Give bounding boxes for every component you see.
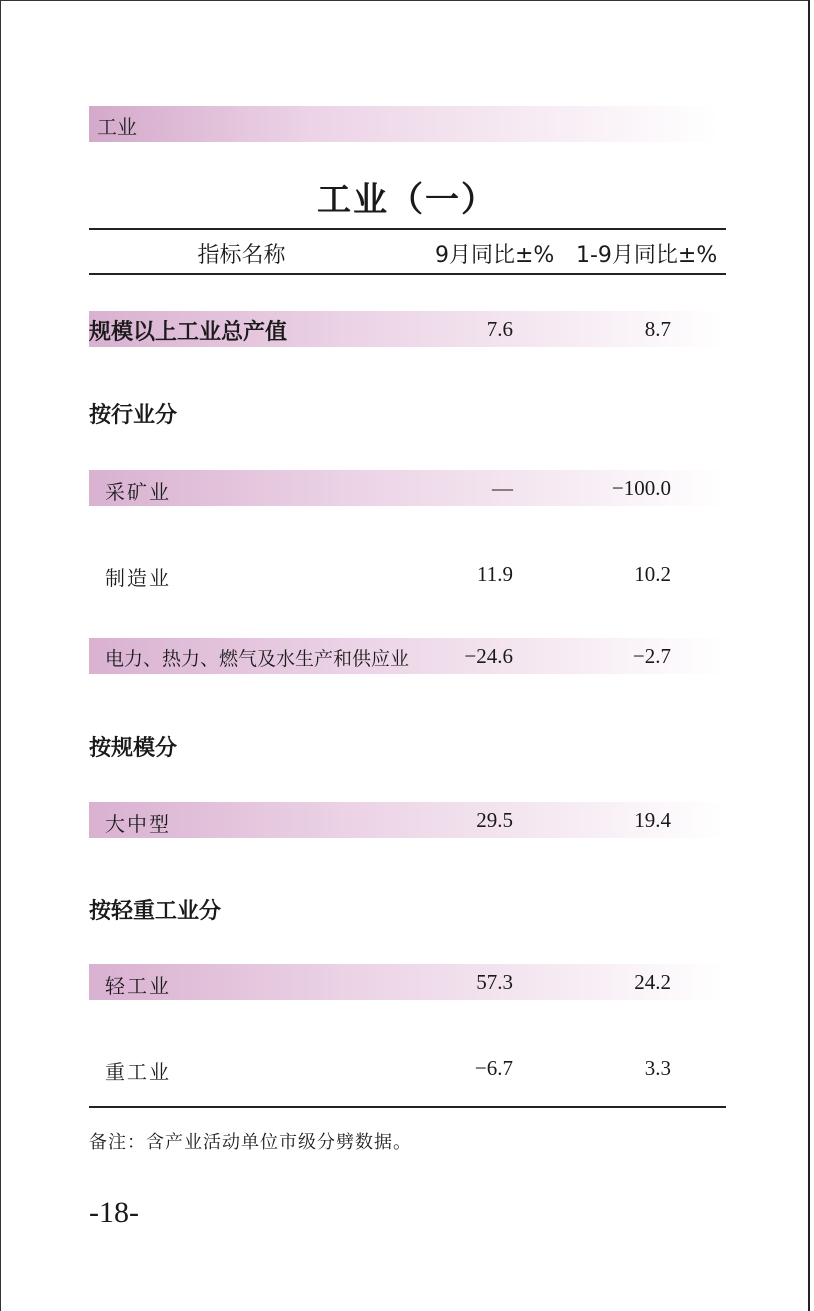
row-label: 规模以上工业总产值 <box>89 320 288 345</box>
table-row <box>89 802 726 838</box>
row-september-value: −6.7 <box>474 1056 513 1080</box>
table-top-rule <box>89 228 726 230</box>
row-jan-sep-value: 8.7 <box>644 317 671 341</box>
table-row <box>89 638 726 674</box>
row-label: 轻工业 <box>105 974 171 998</box>
row-september-value: −24.6 <box>464 644 513 668</box>
row-label: 采矿业 <box>105 480 171 504</box>
row-september-value: 29.5 <box>476 808 513 832</box>
header-september-yoy: 9月同比±% <box>435 243 555 268</box>
category-heading: 按行业分 <box>89 403 178 428</box>
row-label: 电力、热力、燃气及水生产和供应业 <box>105 648 410 670</box>
page-number: -18- <box>89 1196 139 1229</box>
header-jan-sep-yoy: 1-9月同比±% <box>576 243 718 268</box>
row-september-value: 7.6 <box>486 317 513 341</box>
header-indicator-name: 指标名称 <box>197 243 286 268</box>
category-heading: 按轻重工业分 <box>89 899 222 924</box>
row-jan-sep-value: 3.3 <box>644 1056 671 1080</box>
table-row <box>89 964 726 1000</box>
table-row <box>89 470 726 506</box>
row-label: 制造业 <box>105 566 171 590</box>
footnote: 备注：含产业活动单位市级分劈数据。 <box>89 1132 412 1153</box>
page-title: 工业（一） <box>317 180 497 220</box>
row-jan-sep-value: 10.2 <box>634 562 671 586</box>
row-september-value: — <box>492 476 513 500</box>
row-label: 重工业 <box>105 1060 171 1084</box>
table-row <box>89 556 726 592</box>
table-bottom-rule <box>89 1106 726 1108</box>
category-heading: 按规模分 <box>89 736 178 761</box>
row-jan-sep-value: 19.4 <box>634 808 671 832</box>
row-jan-sep-value: −100.0 <box>611 476 671 500</box>
row-label: 大中型 <box>105 812 171 836</box>
table-header-rule <box>89 273 726 275</box>
section-label: 工业 <box>97 115 137 139</box>
row-september-value: 57.3 <box>476 970 513 994</box>
row-september-value: 11.9 <box>477 562 513 586</box>
row-jan-sep-value: 24.2 <box>634 970 671 994</box>
table-row <box>89 311 726 347</box>
section-banner <box>89 106 719 142</box>
table-row <box>89 1050 726 1086</box>
row-jan-sep-value: −2.7 <box>632 644 671 668</box>
